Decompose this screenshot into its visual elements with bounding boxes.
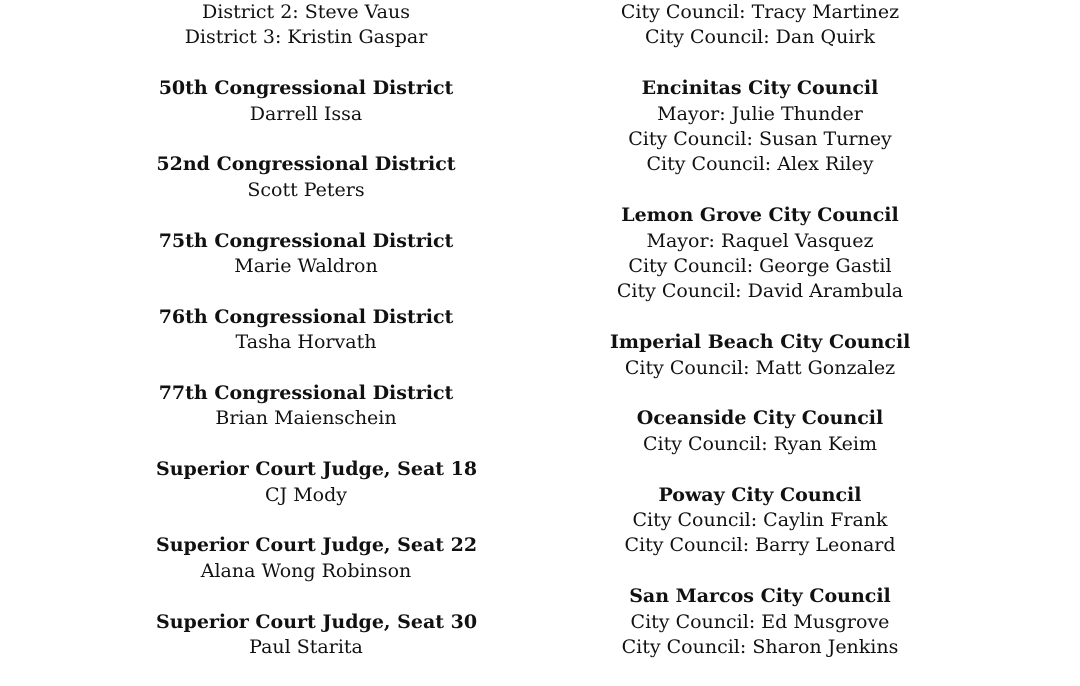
- left-column: [156, 0, 478, 686]
- endorsement-section: [610, 483, 910, 559]
- office-heading: Oceanside City Council: [636, 407, 884, 430]
- endorsement-section: [610, 76, 910, 178]
- candidate-line: District 3: Kristin Gaspar: [184, 26, 428, 49]
- candidate-line: Brian Maienschein: [215, 407, 397, 430]
- candidate-line: City Council: Ryan Keim: [642, 432, 878, 455]
- candidate-line: Scott Peters: [247, 178, 365, 201]
- endorsement-section: [156, 152, 456, 203]
- candidate-line: Mayor: Raquel Vasquez: [646, 229, 874, 252]
- candidate-line: District 2: Steve Vaus: [202, 1, 410, 23]
- endorsement-section: [610, 203, 910, 305]
- endorsement-section: [156, 76, 456, 127]
- endorsement-section: [156, 229, 456, 280]
- candidate-line: City Council: Tracy Martinez: [620, 1, 900, 23]
- endorsement-section: [156, 457, 478, 508]
- right-column: [610, 0, 910, 686]
- candidate-line: City Council: Barry Leonard: [624, 534, 896, 557]
- office-heading: 77th Congressional District: [158, 382, 454, 405]
- candidate-line: Paul Starita: [249, 636, 363, 659]
- candidate-line: Tasha Horvath: [235, 331, 377, 354]
- office-heading: Imperial Beach City Council: [610, 331, 911, 354]
- candidate-line: City Council: Susan Turney: [628, 128, 892, 151]
- candidate-line: City Council: Alex Riley: [646, 153, 874, 176]
- office-heading: Superior Court Judge, Seat 30: [156, 610, 478, 633]
- candidate-line: Marie Waldron: [234, 255, 378, 278]
- office-heading: Lemon Grove City Council: [621, 204, 899, 227]
- candidate-line: Darrell Issa: [249, 102, 363, 125]
- candidate-line: City Council: Dan Quirk: [644, 26, 876, 49]
- candidate-line: City Council: Sharon Jenkins: [621, 636, 899, 659]
- candidate-line: City Council: George Gastil: [628, 255, 892, 278]
- endorsement-section: [156, 305, 456, 356]
- endorsement-section: [156, 610, 478, 661]
- office-heading: 50th Congressional District: [158, 77, 454, 100]
- office-heading: 75th Congressional District: [158, 229, 454, 252]
- candidate-line: Alana Wong Robinson: [200, 559, 412, 582]
- candidate-line: Mayor: Julie Thunder: [657, 102, 863, 125]
- candidate-line: CJ Mody: [265, 483, 347, 506]
- endorsement-section: [156, 533, 478, 584]
- endorsement-section: [156, 0, 456, 51]
- office-heading: 52nd Congressional District: [156, 153, 456, 176]
- office-heading: Encinitas City Council: [641, 77, 879, 100]
- endorsement-section: [610, 406, 910, 457]
- endorsement-section: [610, 330, 910, 381]
- candidate-line: City Council: Ed Musgrove: [630, 610, 890, 633]
- office-heading: 76th Congressional District: [158, 305, 454, 328]
- candidate-line: City Council: Caylin Frank: [632, 509, 888, 532]
- office-heading: Poway City Council: [658, 483, 862, 506]
- office-heading: Superior Court Judge, Seat 22: [156, 534, 478, 557]
- endorsement-section: [610, 584, 910, 660]
- candidate-line: City Council: David Arambula: [616, 280, 904, 303]
- endorsement-section: [610, 0, 910, 51]
- office-heading: Superior Court Judge, Seat 18: [156, 458, 478, 481]
- endorsement-section: [156, 381, 456, 432]
- office-heading: San Marcos City Council: [629, 585, 891, 608]
- candidate-line: City Council: Matt Gonzalez: [624, 356, 896, 379]
